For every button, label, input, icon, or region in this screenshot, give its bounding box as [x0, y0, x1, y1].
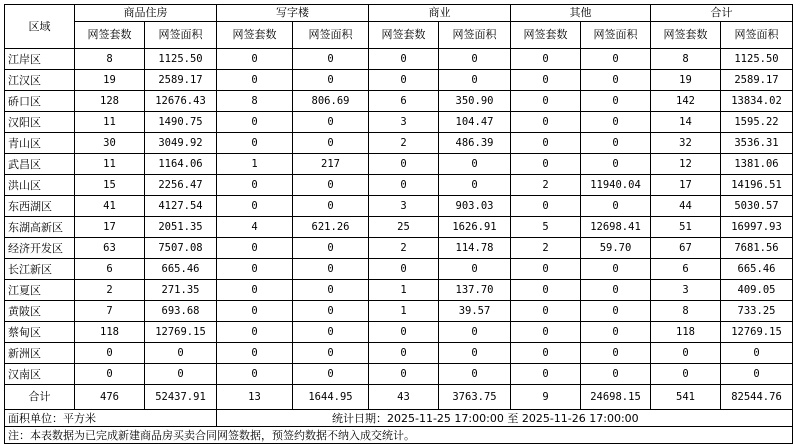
total-count-cell: 541 [651, 385, 721, 410]
sub-header-count: 网签套数 [651, 22, 721, 49]
area-cell: 0 [145, 343, 217, 364]
table-row [5, 133, 793, 154]
region-name: 蔡甸区 [5, 322, 75, 343]
table-row [5, 280, 793, 301]
region-name: 黄陂区 [5, 301, 75, 322]
area-cell: 0 [581, 322, 651, 343]
count-cell: 6 [651, 259, 721, 280]
count-cell: 0 [217, 343, 293, 364]
area-cell: 0 [581, 112, 651, 133]
area-cell: 0 [581, 49, 651, 70]
area-cell: 0 [293, 70, 369, 91]
count-cell: 8 [651, 301, 721, 322]
total-row [5, 385, 793, 410]
area-cell: 0 [581, 280, 651, 301]
transaction-table [4, 4, 793, 444]
region-name: 江夏区 [5, 280, 75, 301]
count-cell: 0 [217, 301, 293, 322]
area-cell: 104.47 [439, 112, 511, 133]
area-cell: 0 [439, 154, 511, 175]
count-cell: 30 [75, 133, 145, 154]
count-cell: 4 [217, 217, 293, 238]
area-cell: 114.78 [439, 238, 511, 259]
area-cell: 2589.17 [145, 70, 217, 91]
table-row [5, 238, 793, 259]
region-name: 青山区 [5, 133, 75, 154]
count-cell: 118 [75, 322, 145, 343]
total-count-cell: 13 [217, 385, 293, 410]
area-cell: 12769.15 [721, 322, 793, 343]
area-cell: 0 [721, 364, 793, 385]
count-cell: 1 [369, 280, 439, 301]
count-cell: 14 [651, 112, 721, 133]
total-area-cell: 1644.95 [293, 385, 369, 410]
total-count-cell: 9 [511, 385, 581, 410]
count-cell: 6 [75, 259, 145, 280]
count-cell: 118 [651, 322, 721, 343]
table-body [5, 49, 793, 385]
count-cell: 0 [511, 133, 581, 154]
area-cell: 409.05 [721, 280, 793, 301]
region-name: 江汉区 [5, 70, 75, 91]
region-name: 东湖高新区 [5, 217, 75, 238]
area-cell: 7681.56 [721, 238, 793, 259]
count-cell: 0 [369, 154, 439, 175]
count-cell: 0 [217, 70, 293, 91]
count-cell: 0 [651, 364, 721, 385]
count-cell: 41 [75, 196, 145, 217]
count-cell: 0 [217, 322, 293, 343]
count-cell: 1 [369, 301, 439, 322]
count-cell: 0 [511, 301, 581, 322]
count-cell: 11 [75, 154, 145, 175]
area-cell: 0 [439, 49, 511, 70]
count-cell: 0 [511, 112, 581, 133]
region-name: 汉阳区 [5, 112, 75, 133]
area-cell: 12698.41 [581, 217, 651, 238]
group-header-other: 其他 [511, 5, 651, 22]
region-name: 汉南区 [5, 364, 75, 385]
count-cell: 63 [75, 238, 145, 259]
count-cell: 0 [217, 280, 293, 301]
count-cell: 2 [511, 238, 581, 259]
area-cell: 0 [581, 259, 651, 280]
area-cell: 137.70 [439, 280, 511, 301]
area-cell: 1626.91 [439, 217, 511, 238]
table-row [5, 70, 793, 91]
area-cell: 7507.08 [145, 238, 217, 259]
area-cell: 39.57 [439, 301, 511, 322]
count-cell: 12 [651, 154, 721, 175]
region-name: 武昌区 [5, 154, 75, 175]
date-range: 统计日期：2025-11-25 17:00:00 至 2025-11-26 17:00:00 [217, 410, 793, 427]
count-cell: 0 [75, 343, 145, 364]
area-cell: 2256.47 [145, 175, 217, 196]
count-cell: 6 [369, 91, 439, 112]
count-cell: 32 [651, 133, 721, 154]
total-label: 合计 [5, 385, 75, 410]
count-cell: 0 [511, 322, 581, 343]
total-count-cell: 43 [369, 385, 439, 410]
area-cell: 0 [581, 301, 651, 322]
area-cell: 0 [581, 70, 651, 91]
area-cell: 0 [581, 364, 651, 385]
count-cell: 67 [651, 238, 721, 259]
count-cell: 0 [511, 49, 581, 70]
area-cell: 5030.57 [721, 196, 793, 217]
table-row [5, 322, 793, 343]
region-name: 硚口区 [5, 91, 75, 112]
area-cell: 621.26 [293, 217, 369, 238]
area-cell: 0 [293, 112, 369, 133]
table-row [5, 301, 793, 322]
count-cell: 0 [511, 280, 581, 301]
count-cell: 2 [369, 133, 439, 154]
area-cell: 1125.50 [145, 49, 217, 70]
count-cell: 142 [651, 91, 721, 112]
area-cell: 11940.04 [581, 175, 651, 196]
total-area-cell: 24698.15 [581, 385, 651, 410]
count-cell: 17 [75, 217, 145, 238]
count-cell: 8 [651, 49, 721, 70]
count-cell: 0 [369, 259, 439, 280]
count-cell: 0 [217, 364, 293, 385]
area-cell: 806.69 [293, 91, 369, 112]
group-header-total: 合计 [651, 5, 793, 22]
count-cell: 0 [511, 196, 581, 217]
count-cell: 2 [75, 280, 145, 301]
count-cell: 17 [651, 175, 721, 196]
sub-header-count: 网签套数 [217, 22, 293, 49]
count-cell: 0 [217, 49, 293, 70]
area-cell: 4127.54 [145, 196, 217, 217]
count-cell: 2 [369, 238, 439, 259]
count-cell: 0 [217, 175, 293, 196]
count-cell: 0 [651, 343, 721, 364]
count-cell: 0 [511, 154, 581, 175]
region-name: 江岸区 [5, 49, 75, 70]
table-row [5, 196, 793, 217]
sub-header-area: 网签面积 [581, 22, 651, 49]
count-cell: 0 [217, 112, 293, 133]
footnote: 注：本表数据为已完成新建商品房买卖合同网签数据，预签约数据不纳入成交统计。 [5, 427, 793, 444]
sub-header-count: 网签套数 [369, 22, 439, 49]
region-name: 长江新区 [5, 259, 75, 280]
area-cell: 0 [439, 343, 511, 364]
area-cell: 0 [581, 133, 651, 154]
area-cell: 59.70 [581, 238, 651, 259]
area-cell: 0 [145, 364, 217, 385]
area-cell: 486.39 [439, 133, 511, 154]
count-cell: 51 [651, 217, 721, 238]
table-row [5, 343, 793, 364]
area-cell: 350.90 [439, 91, 511, 112]
count-cell: 0 [511, 259, 581, 280]
table-row [5, 217, 793, 238]
table-row [5, 259, 793, 280]
area-cell: 12676.43 [145, 91, 217, 112]
sub-header-count: 网签套数 [75, 22, 145, 49]
region-name: 新洲区 [5, 343, 75, 364]
count-cell: 0 [369, 343, 439, 364]
count-cell: 0 [369, 322, 439, 343]
count-cell: 0 [369, 175, 439, 196]
region-name: 洪山区 [5, 175, 75, 196]
table-row [5, 364, 793, 385]
total-area-cell: 3763.75 [439, 385, 511, 410]
area-cell: 0 [293, 301, 369, 322]
area-cell: 0 [293, 343, 369, 364]
area-cell: 1164.06 [145, 154, 217, 175]
sub-header-count: 网签套数 [511, 22, 581, 49]
sub-header-area: 网签面积 [439, 22, 511, 49]
group-header-office: 写字楼 [217, 5, 369, 22]
area-cell: 903.03 [439, 196, 511, 217]
area-cell: 0 [581, 343, 651, 364]
count-cell: 3 [651, 280, 721, 301]
area-cell: 0 [439, 259, 511, 280]
area-cell: 1490.75 [145, 112, 217, 133]
area-cell: 0 [293, 280, 369, 301]
count-cell: 3 [369, 112, 439, 133]
area-cell: 13834.02 [721, 91, 793, 112]
area-cell: 14196.51 [721, 175, 793, 196]
count-cell: 0 [217, 238, 293, 259]
area-cell: 2589.17 [721, 70, 793, 91]
count-cell: 0 [511, 364, 581, 385]
region-name: 经济开发区 [5, 238, 75, 259]
total-area-cell: 82544.76 [721, 385, 793, 410]
count-cell: 19 [651, 70, 721, 91]
area-cell: 1595.22 [721, 112, 793, 133]
sub-header-area: 网签面积 [145, 22, 217, 49]
count-cell: 0 [511, 70, 581, 91]
table-row [5, 154, 793, 175]
count-cell: 0 [217, 196, 293, 217]
count-cell: 25 [369, 217, 439, 238]
area-cell: 217 [293, 154, 369, 175]
area-cell: 16997.93 [721, 217, 793, 238]
table-row [5, 112, 793, 133]
group-header-commercial: 商业 [369, 5, 511, 22]
area-cell: 12769.15 [145, 322, 217, 343]
sub-header-area: 网签面积 [721, 22, 793, 49]
area-cell: 0 [293, 364, 369, 385]
area-cell: 665.46 [145, 259, 217, 280]
area-cell: 0 [293, 175, 369, 196]
count-cell: 0 [369, 364, 439, 385]
count-cell: 11 [75, 112, 145, 133]
count-cell: 44 [651, 196, 721, 217]
area-cell: 0 [439, 175, 511, 196]
count-cell: 128 [75, 91, 145, 112]
count-cell: 2 [511, 175, 581, 196]
count-cell: 15 [75, 175, 145, 196]
area-cell: 0 [293, 238, 369, 259]
area-cell: 693.68 [145, 301, 217, 322]
area-cell: 0 [721, 343, 793, 364]
count-cell: 5 [511, 217, 581, 238]
count-cell: 0 [369, 49, 439, 70]
area-cell: 271.35 [145, 280, 217, 301]
area-cell: 3049.92 [145, 133, 217, 154]
table-row [5, 175, 793, 196]
area-cell: 0 [581, 91, 651, 112]
total-area-cell: 52437.91 [145, 385, 217, 410]
area-cell: 0 [439, 364, 511, 385]
count-cell: 8 [75, 49, 145, 70]
table-row [5, 49, 793, 70]
count-cell: 0 [369, 70, 439, 91]
area-cell: 1381.06 [721, 154, 793, 175]
count-cell: 0 [75, 364, 145, 385]
unit-note: 面积单位：平方米 [5, 410, 217, 427]
region-header: 区域 [5, 5, 75, 49]
area-cell: 0 [581, 154, 651, 175]
area-cell: 0 [293, 196, 369, 217]
area-cell: 733.25 [721, 301, 793, 322]
area-cell: 0 [439, 70, 511, 91]
count-cell: 0 [217, 133, 293, 154]
group-header-residential: 商品住房 [75, 5, 217, 22]
count-cell: 0 [511, 91, 581, 112]
count-cell: 3 [369, 196, 439, 217]
area-cell: 0 [439, 322, 511, 343]
area-cell: 3536.31 [721, 133, 793, 154]
area-cell: 0 [293, 49, 369, 70]
count-cell: 0 [217, 259, 293, 280]
area-cell: 0 [293, 133, 369, 154]
area-cell: 0 [293, 322, 369, 343]
area-cell: 2051.35 [145, 217, 217, 238]
table-row [5, 91, 793, 112]
area-cell: 0 [293, 259, 369, 280]
region-name: 东西湖区 [5, 196, 75, 217]
area-cell: 1125.50 [721, 49, 793, 70]
sub-header-area: 网签面积 [293, 22, 369, 49]
area-cell: 0 [581, 196, 651, 217]
count-cell: 7 [75, 301, 145, 322]
count-cell: 0 [511, 343, 581, 364]
count-cell: 8 [217, 91, 293, 112]
total-count-cell: 476 [75, 385, 145, 410]
count-cell: 1 [217, 154, 293, 175]
count-cell: 19 [75, 70, 145, 91]
area-cell: 665.46 [721, 259, 793, 280]
